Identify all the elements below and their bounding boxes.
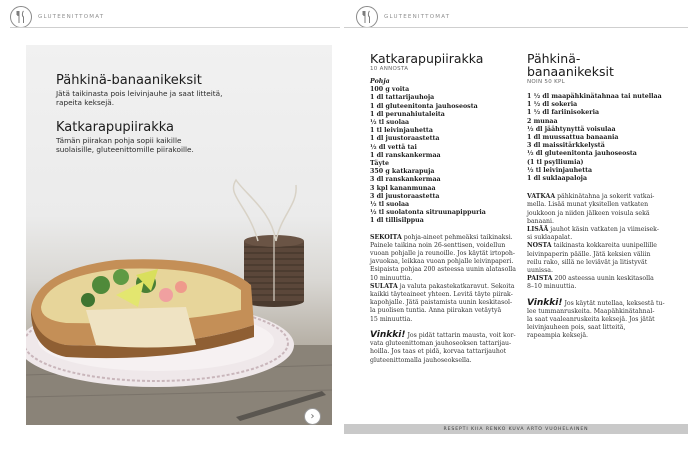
tip-line: vata gluteenittoman jauhoseoksen tattarijau-: [370, 340, 512, 348]
tip-line: leivinjauheen pois, saat litteitä,: [527, 324, 626, 332]
instruction-line: 200 asteessa uunin keskitasolla: [554, 275, 654, 283]
instruction-line: Painele taikina noin 26-senttisen, voidellun: [370, 241, 506, 249]
recipe-title-line: Pähkinä-: [527, 51, 581, 66]
ingredient-item: ½ tl suolaa: [370, 119, 410, 127]
instruction-lead: SULATA: [370, 282, 398, 290]
intro-title-cookies: Pähkinä-banaanikeksit: [56, 73, 202, 88]
ingredient-item: 1 dl gluteenitonta jauhoseosta: [370, 102, 478, 110]
recipe-title: Katkarapupiirakka: [370, 51, 484, 66]
ingredient-item: ½ tl suolatonta sitruunapippuria: [370, 209, 486, 217]
tip-label: Vinkki!: [370, 329, 406, 340]
ingredient-item: 1 dl suklaapaloja: [527, 175, 588, 183]
instruction-line: joukkoon ja niiden jälkeen voisula sekä: [527, 209, 650, 217]
instruction-line: kapohjalle. Jätä paistamista uunin keskitasol-: [370, 299, 513, 307]
section-label: GLUTEENITTOMAT: [38, 14, 105, 20]
instruction-paragraph: [527, 242, 683, 275]
instruction-paragraph: [527, 275, 683, 291]
instruction-paragraph: [370, 234, 520, 283]
instruction-line: taikinasta kokkareita uunipellille: [553, 242, 657, 250]
tip-line: rapeampia keksejä.: [527, 332, 588, 340]
ingredient-group-heading: Täyte: [370, 160, 390, 168]
tip-line: hoilla. Jos taas et pidä, korvaa tattarijauhot: [370, 348, 507, 356]
ingredient-item: 1 dl tillisilppua: [370, 217, 424, 225]
intro-text-line: rapeita keksejä.: [56, 98, 115, 108]
instruction-line: kaikki täyteaineet yhteen. Levitä täyte piirak-: [370, 291, 513, 299]
ingredient-list: [370, 78, 520, 226]
ingredient-item: ½ tl suolaa: [370, 201, 410, 209]
pie-photo: [26, 45, 332, 425]
section-label: GLUTEENITTOMAT: [384, 14, 451, 20]
ingredient-item: 3 dl juustoraastetta: [370, 192, 440, 200]
instruction-line: la puolisen tuntia. Anna piirakan vetäytyä: [370, 307, 502, 315]
tip-line: la saat vaaleanruskeita keksejä. Jos jätät: [527, 316, 655, 324]
instruction-lead: SEKOITA: [370, 233, 402, 241]
left-page-header: [10, 6, 104, 28]
instruction-line: vuoan pohjalle ja reunoille. Jos käytät irtopoh-: [370, 250, 515, 258]
instruction-line: mella. Lisää munat yksitellen vatkaten: [527, 201, 649, 209]
instruction-line: leivinpaperin päälle. Jätä keksien väliin: [527, 250, 651, 258]
ingredient-item: ½ tl leivinjauhetta: [527, 166, 593, 174]
instruction-lead: NOSTA: [527, 242, 552, 250]
ingredient-item: 1 dl muussattua banaania: [527, 134, 619, 142]
instruction-line: jauhot käsin vatkaten ja viimeisek-: [550, 226, 659, 234]
instruction-paragraph: [527, 226, 683, 242]
ingredient-list: [527, 93, 683, 183]
instruction-line: 10 minuuttia.: [370, 274, 413, 282]
instruction-line: ja valuta pakastekatkaravut. Sekoita: [399, 282, 515, 290]
ingredient-item: 1 dl tattarijauhoja: [370, 94, 435, 102]
ingredient-item: 100 g voita: [370, 86, 410, 94]
recipe-pie-column: [370, 52, 520, 365]
instruction-line: pohja-aineet pehmeäksi taikinaksi.: [403, 233, 513, 241]
tip-line: Jos pidät tattarin mausta, voit kor-: [407, 331, 516, 339]
recipe-serving: NOIN 50 KPL: [527, 79, 565, 85]
instruction-line: javuokaa, leikkaa vuoan pohjalle leivinpaperi.: [370, 258, 514, 266]
instruction-lead: VATKAA: [527, 193, 556, 201]
ingredient-item: 1 ½ dl maapähkinätahnaa tai nutellaa: [527, 93, 662, 100]
instruction-line: 15 minuuttia.: [370, 315, 413, 323]
header-divider: [344, 27, 688, 28]
instruction-line: Esipaista pohjaa 200 asteessa uunin alatasolla: [370, 266, 516, 274]
instruction-lead: LISÄÄ: [527, 226, 549, 234]
chevron-right-icon: ›: [310, 410, 315, 422]
ingredient-item: 1 dl perunahiutaleita: [370, 110, 445, 118]
header-divider: [10, 27, 340, 28]
intro-text-line: Jätä taikinasta pois leivinjauhe ja saat litteitä,: [56, 89, 223, 98]
ingredient-item: 1 ½ dl fariinisokeria: [527, 109, 600, 117]
ingredient-item: 3 dl maissitärkkelystä: [527, 142, 605, 150]
ingredient-item: 3 dl ranskankermaa: [370, 176, 441, 184]
tip-label: Vinkki!: [527, 297, 563, 308]
ingredient-item: 350 g katkarapuja: [370, 168, 435, 176]
recipe-cookies-column: [527, 52, 683, 341]
ingredient-item: 1 ½ dl sokeria: [527, 101, 578, 109]
recipe-title-line: banaanikeksit: [527, 64, 614, 79]
intro-text-cookies: [56, 89, 266, 108]
tip-line: Jos käytät nutellaa, keksestä tu-: [564, 299, 665, 307]
instruction-line: banaani.: [527, 217, 554, 225]
instruction-lead: PAISTA: [527, 275, 553, 283]
intro-text-pie: [56, 136, 266, 155]
instruction-line: 8–10 minuuttia.: [527, 283, 577, 291]
instruction-paragraph: [370, 283, 520, 324]
ingredient-item: (1 tl psylliumia): [527, 158, 584, 166]
tip-paragraph: [370, 331, 520, 365]
tip-paragraph: [527, 299, 683, 341]
credit-bar: [344, 424, 688, 434]
instruction-line: uunissa.: [527, 267, 553, 275]
tip-line: lee tummanruskeita. Maapähkinätahnal-: [527, 307, 655, 315]
ingredient-item: 1 tl leivinjauhetta: [370, 127, 433, 135]
credit-text: RESEPTI KIIA RENKO KUVA ARTO VUOHELAINEN: [443, 426, 589, 432]
intro-title-pie: Katkarapupiirakka: [56, 120, 175, 135]
right-page-header: [356, 6, 450, 28]
ingredient-item: ½ dl jäähtynyttä voisulaa: [527, 125, 616, 133]
intro-text-line: suolaisille, gluteenittomille piirakoille.: [56, 145, 194, 155]
cutlery-logo-icon: [10, 6, 32, 28]
recipe-serving: 10 ANNOSTA: [370, 66, 409, 72]
next-page-button[interactable]: [304, 408, 321, 425]
ingredient-group-heading: Pohja: [370, 78, 390, 85]
recipe-title: [527, 52, 683, 78]
instruction-line: si suklaapalat.: [527, 234, 573, 242]
ingredient-item: 2 munaa: [527, 117, 558, 125]
cutlery-logo-icon: [356, 6, 378, 28]
instruction-paragraph: [527, 193, 683, 226]
ingredient-item: 1 dl juustoraastetta: [370, 135, 440, 143]
ingredient-item: 3 kpl kananmunaa: [370, 184, 436, 192]
ingredient-item: ½ dl gluteenitonta jauhoseosta: [527, 150, 637, 158]
instruction-line: pähkinätahna ja sokerit vatkai-: [557, 193, 655, 201]
instruction-line: reilu rako, sillä ne leviävät ja litistyvät: [527, 258, 648, 266]
ingredient-item: 1 dl ranskankermaa: [370, 151, 441, 159]
intro-text-line: Tämän piirakan pohja sopii kaikille: [56, 136, 182, 145]
tip-line: gluteenittomalla jauhoseoksella.: [370, 356, 472, 364]
ingredient-item: ½ dl vettä tai: [370, 143, 417, 151]
